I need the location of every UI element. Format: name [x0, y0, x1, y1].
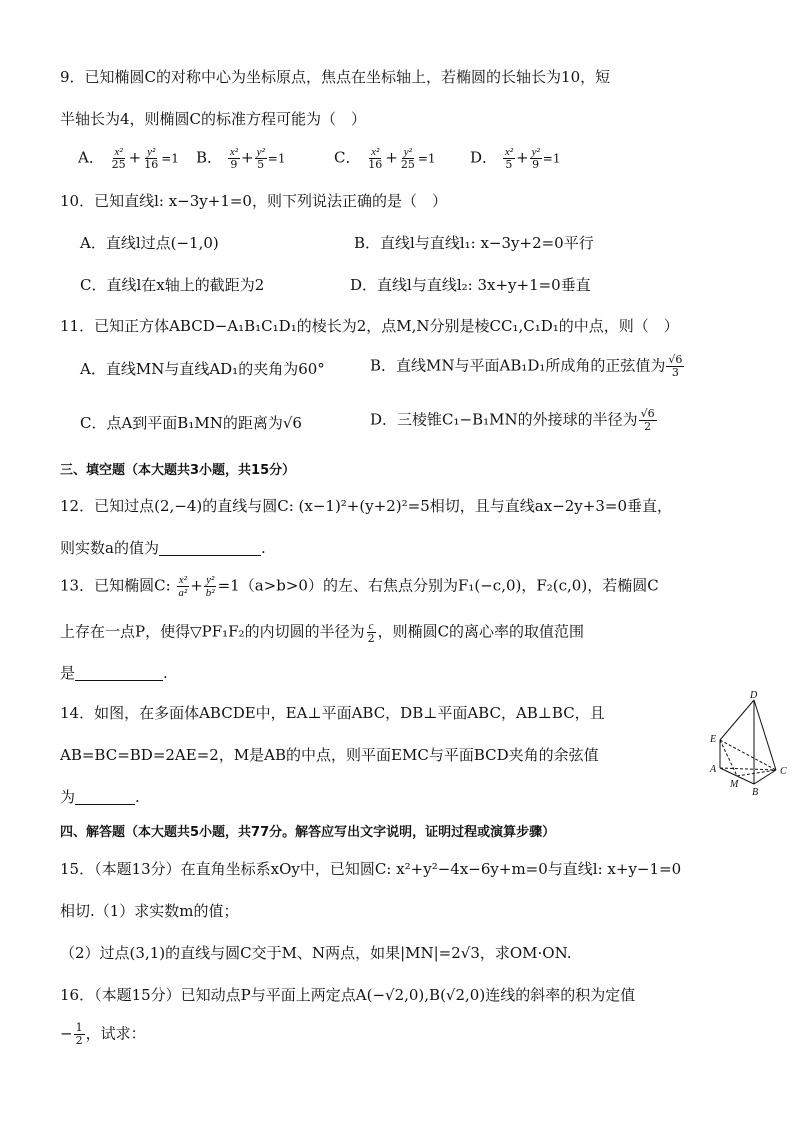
edge-ac: [720, 768, 776, 770]
q9-option-d: D． $\frac{\text{x²}}{5}$ + $\frac{\text{y²}}{9}$ =1: [470, 146, 561, 171]
q14-line1: 14．如图，在多面体ABCDE中，EA⊥平面ABC，DB⊥平面ABC，AB⊥BC，且: [60, 704, 605, 722]
q11-option-b: B．直线MN与平面AB₁D₁所成角的正弦值为 $\frac{√6}{3}$: [370, 353, 683, 379]
label-a: A: [710, 764, 717, 775]
label-e: E: [710, 734, 717, 745]
q11-option-a: A．直线MN与直线AD₁的夹角为60°: [80, 360, 325, 378]
q9-line1: 9．已知椭圆C的对称中心为坐标原点，焦点在坐标轴上，若椭圆的长轴长为10，短: [60, 68, 611, 86]
q10-option-a: A．直线l过点(−1,0): [80, 234, 219, 252]
q14-line3: 为 .: [60, 788, 140, 806]
edge-de: [720, 700, 754, 740]
polyhedron-diagram: [700, 690, 794, 808]
q13-line2: 上存在一点P，使得▽PF₁F₂的内切圆的半径为 $\frac{c}{2}$ ，则椭圆C的离心率的取值范围: [60, 620, 585, 645]
q9-option-c: C． $\frac{\text{x²}}{16}$ + $\frac{\text{y²}}{25}$ =1: [334, 146, 436, 171]
q10-option-c: C．直线l在x轴上的截距为2: [80, 276, 265, 294]
edge-em: [720, 740, 737, 776]
q12-line2: 则实数a的值为 .: [60, 539, 266, 557]
q10-stem: 10．已知直线l: x−3y+1=0，则下列说法正确的是（ ）: [60, 192, 447, 210]
polyhedron-figure: [700, 690, 794, 808]
q12-line1: 12．已知过点(2,−4)的直线与圆C: (x−1)²+(y+2)²=5相切，且与直线ax−2y+3=0垂直，: [60, 497, 672, 515]
q15-line2: 相切.（1）求实数m的值；: [60, 902, 239, 920]
q15-line3: （2）过点(3,1)的直线与圆C交于M、N两点，如果|MN|=2√3，求OM·ON.: [60, 944, 572, 962]
q9-option-b: B． $\frac{\text{x²}}{9}$ + $\frac{\text{y²}}{5}$ =1: [196, 146, 286, 171]
label-m: M: [730, 779, 739, 790]
edge-bc: [754, 770, 776, 784]
label-d: D: [750, 690, 758, 701]
q16-line2: − $\frac{1}{2}$ ，试求：: [60, 1021, 146, 1047]
q11-option-c: C．点A到平面B₁MN的距离为√6: [80, 414, 302, 432]
q13-line3: 是 .: [60, 664, 168, 682]
q14-answer-blank[interactable]: [75, 788, 135, 805]
label-c: C: [780, 766, 787, 777]
q11-option-d: D．三棱锥C₁−B₁MN的外接球的半径为 $\frac{√6}{2}$: [370, 407, 655, 433]
q16-line1: 16．（本题15分）已知动点P与平面上两定点A(−√2,0),B(√2,0)连线的斜率的积为定值: [60, 986, 636, 1004]
q12-answer-blank[interactable]: [159, 539, 261, 556]
q10-option-d: D．直线l与直线l₂: 3x+y+1=0垂直: [350, 276, 591, 294]
q14-line2: AB=BC=BD=2AE=2，M是AB的中点，则平面EMC与平面BCD夹角的余弦值: [60, 746, 599, 764]
q15-line1: 15．（本题13分）在直角坐标系xOy中，已知圆C: x²+y²−4x−6y+m=0与直线l: x+y−1=0: [60, 860, 682, 878]
edge-mc: [737, 770, 776, 776]
q9-line2: 半轴长为4，则椭圆C的标准方程可能为（ ）: [60, 110, 367, 128]
q13-line1: 13．已知椭圆C: $\frac{\text{x²}}{\text{a²}}$ + $\frac{\text{y²}}{\text{b²}}$ =1（a>b>0）的左、右焦点分别为F₁(−c,0)，F₂(c,0)，若椭圆C: [60, 574, 659, 599]
section-4-heading: 四、解答题（本大题共5小题，共77分。解答应写出文字说明，证明过程或演算步骤）: [60, 825, 556, 840]
label-b: B: [752, 787, 759, 798]
q10-option-b: B．直线l与直线l₁: x−3y+2=0平行: [354, 234, 594, 252]
q11-stem: 11．已知正方体ABCD−A₁B₁C₁D₁的棱长为2，点M,N分别是棱CC₁,C₁D₁的中点，则（ ）: [60, 317, 679, 335]
q13-answer-blank[interactable]: [75, 664, 163, 681]
section-3-heading: 三、填空题（本大题共3小题，共15分）: [60, 463, 296, 478]
q9-option-a: A． $\frac{\text{x²}}{25}$ + $\frac{\text{y²}}{16}$ =1: [78, 146, 179, 171]
